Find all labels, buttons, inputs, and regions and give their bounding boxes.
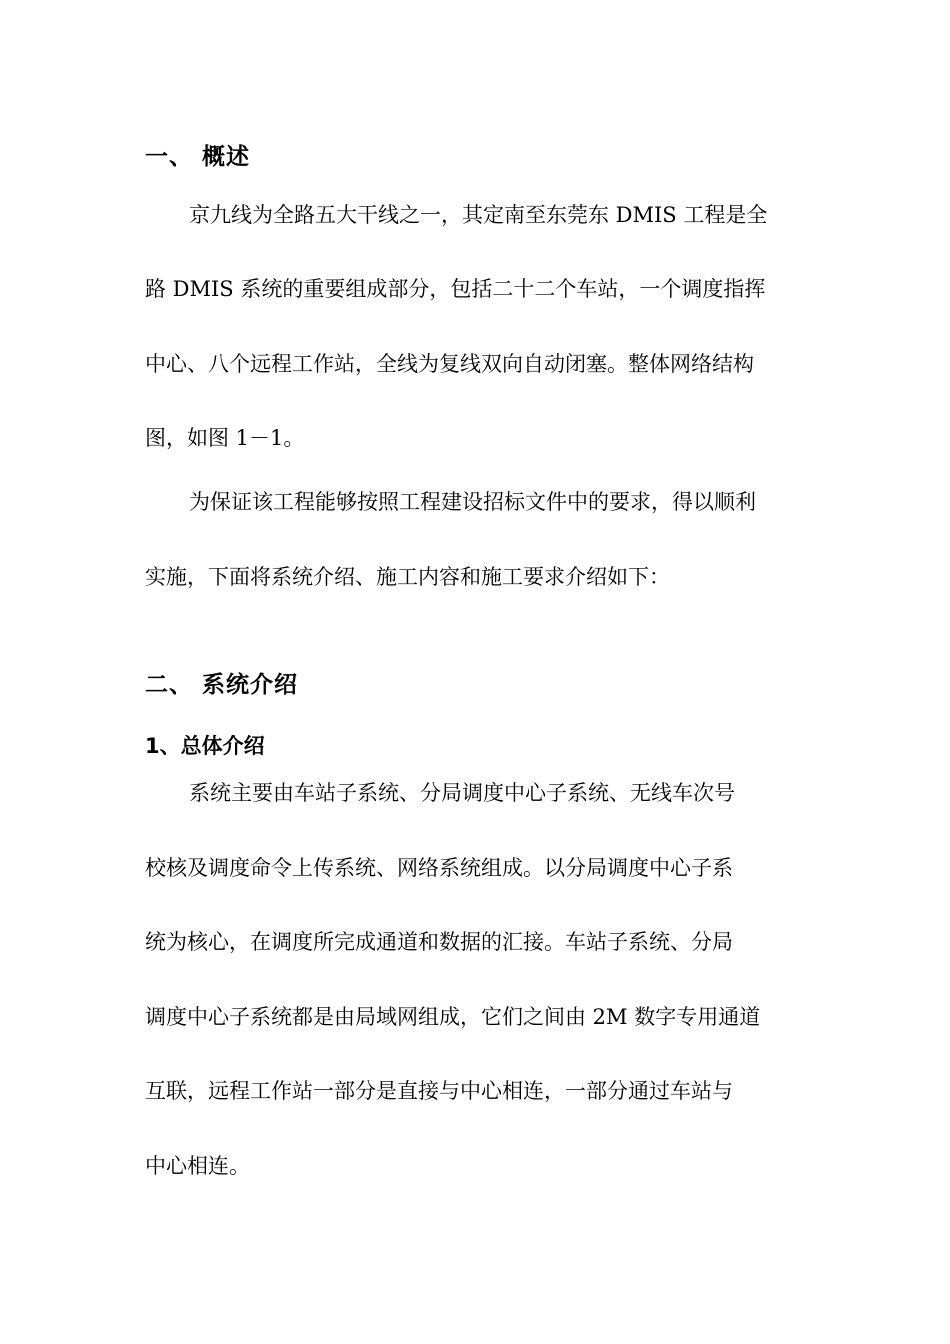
section-heading-overview: 一、 概述 bbox=[145, 144, 251, 170]
paragraph-line: 中心相连。 bbox=[145, 1154, 250, 1178]
paragraph-line: 为保证该工程能够按照工程建设招标文件中的要求，得以顺利 bbox=[189, 490, 756, 514]
paragraph-line: 实施，下面将系统介绍、施工内容和施工要求介绍如下： bbox=[145, 565, 670, 589]
paragraph-line: 中心、八个远程工作站，全线为复线双向自动闭塞。整体网络结构 bbox=[145, 352, 754, 376]
paragraph-line: 路 DMIS 系统的重要组成部分，包括二十二个车站，一个调度指挥 bbox=[145, 277, 766, 301]
paragraph-line: 互联，远程工作站一部分是直接与中心相连，一部分通过车站与 bbox=[145, 1079, 733, 1103]
paragraph-line: 调度中心子系统都是由局域网组成，它们之间由 2M 数字专用通道 bbox=[145, 1005, 761, 1029]
paragraph-line: 系统主要由车站子系统、分局调度中心子系统、无线车次号 bbox=[189, 781, 735, 805]
section-heading-system-intro: 二、 系统介绍 bbox=[145, 672, 299, 698]
subsection-heading-overall-intro: 1、总体介绍 bbox=[145, 734, 265, 758]
paragraph-line: 校核及调度命令上传系统、网络系统组成。以分局调度中心子系 bbox=[145, 856, 733, 880]
paragraph-line: 图，如图 1－1。 bbox=[145, 426, 305, 450]
paragraph-line: 统为核心，在调度所完成通道和数据的汇接。车站子系统、分局 bbox=[145, 930, 733, 954]
paragraph-line: 京九线为全路五大干线之一，其定南至东莞东 DMIS 工程是全 bbox=[189, 203, 768, 227]
